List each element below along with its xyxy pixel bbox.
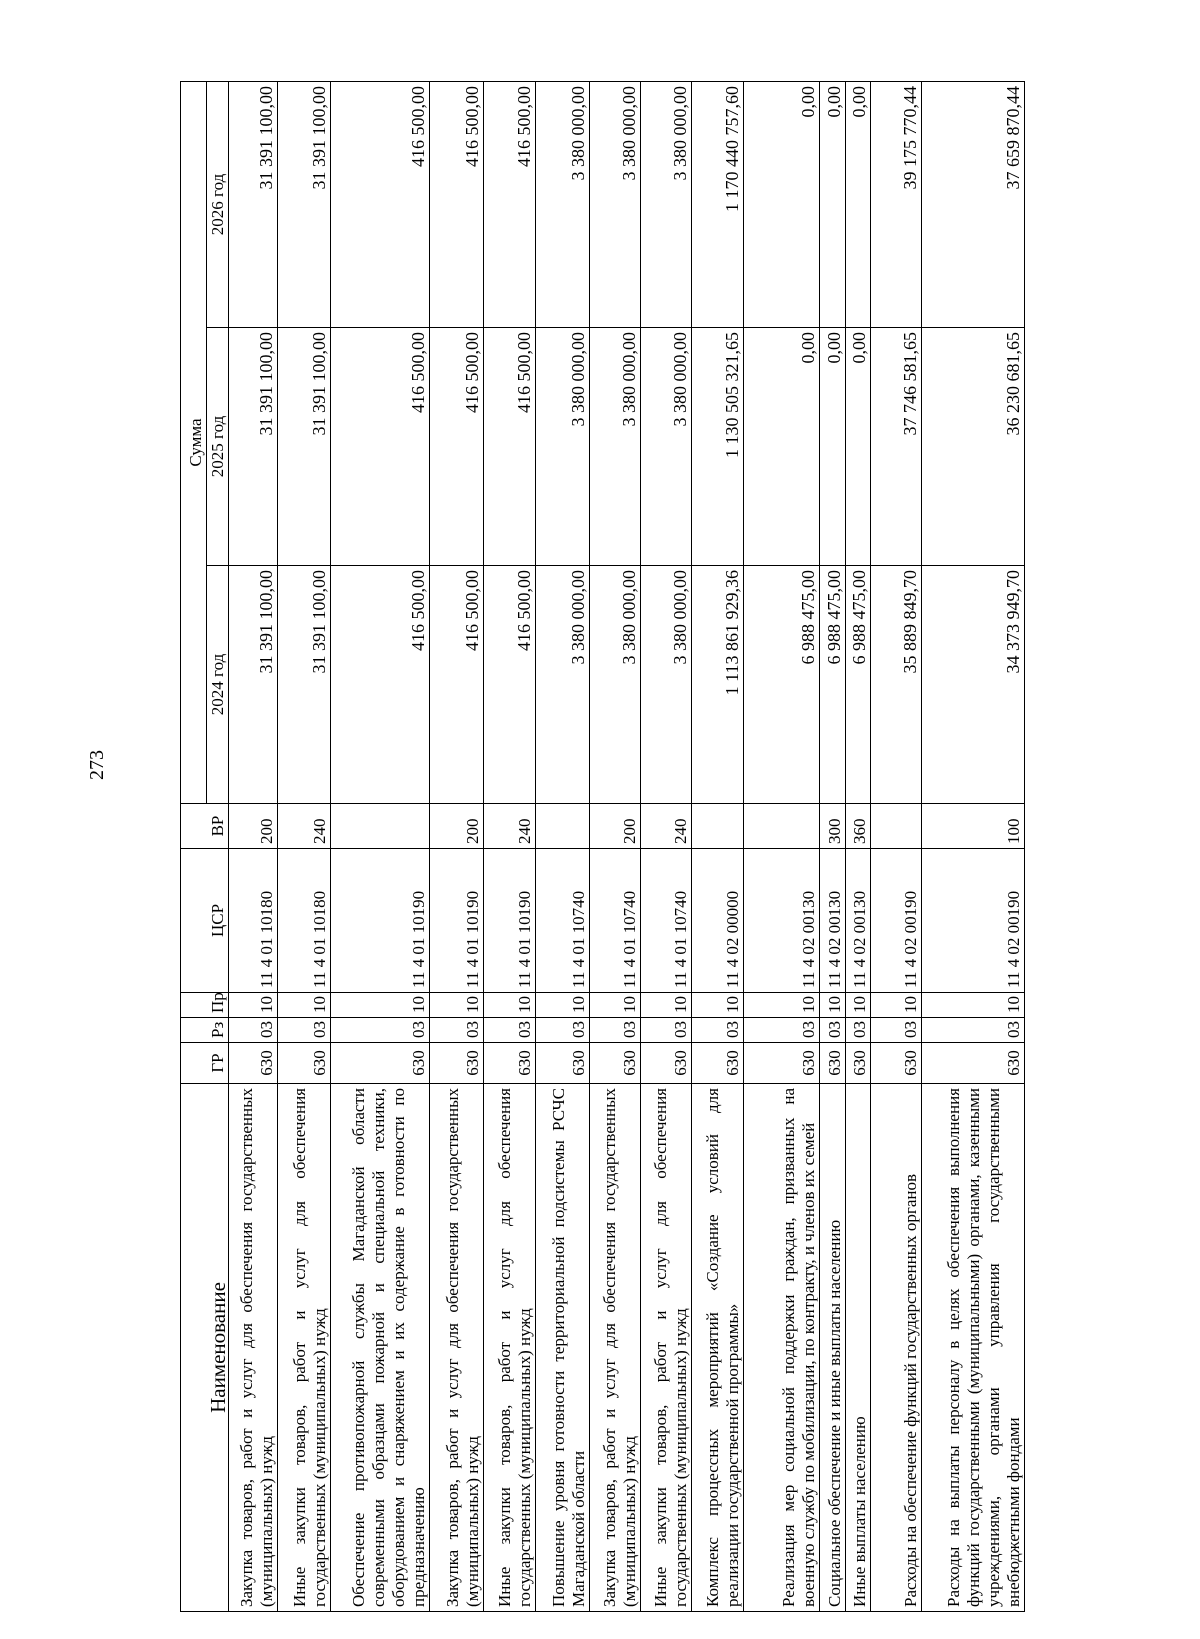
row-2025: 31 391 100,00 <box>229 328 278 566</box>
row-pr: 10 <box>921 993 1024 1018</box>
row-vr: 300 <box>820 804 846 849</box>
row-gr: 630 <box>331 1043 430 1084</box>
row-pr: 10 <box>744 993 820 1018</box>
row-rz: 03 <box>277 1018 331 1043</box>
table-row <box>820 82 846 1612</box>
header-2025: 2025 год <box>207 328 229 566</box>
row-2025: 416 500,00 <box>430 328 484 566</box>
row-rz: 03 <box>921 1018 1024 1043</box>
row-name: Расходы на выплаты персоналу в целях обеспечения выполнения функций государственными (муниципальными) органами, казенными учреждениями, органами управления государственными внебюджетными фондами <box>921 1084 1024 1612</box>
row-2026: 37 659 870,44 <box>921 82 1024 328</box>
row-vr: 240 <box>483 804 535 849</box>
row-csr: 11 4 02 00000 <box>692 849 744 993</box>
row-name: Иные выплаты населению <box>846 1084 871 1612</box>
row-rz: 03 <box>820 1018 846 1043</box>
row-name: Расходы на обеспечение функций государственных органов <box>871 1084 922 1612</box>
row-2024: 6 988 475,00 <box>744 566 820 804</box>
table-row <box>535 82 590 1612</box>
row-pr: 10 <box>820 993 846 1018</box>
row-2026: 416 500,00 <box>483 82 535 328</box>
row-csr: 11 4 02 00130 <box>846 849 871 993</box>
row-rz: 03 <box>692 1018 744 1043</box>
row-csr: 11 4 01 10740 <box>640 849 692 993</box>
row-rz: 03 <box>430 1018 484 1043</box>
row-2024: 31 391 100,00 <box>277 566 331 804</box>
row-name: Реализация мер социальной поддержки граждан, призванных на военную службу по мобилизации, по контракту, и членов их семей <box>744 1084 820 1612</box>
row-pr: 10 <box>483 993 535 1018</box>
row-pr: 10 <box>430 993 484 1018</box>
row-gr: 630 <box>229 1043 278 1084</box>
table-row <box>692 82 744 1612</box>
row-2026: 1 170 440 757,60 <box>692 82 744 328</box>
row-2025: 1 130 505 321,65 <box>692 328 744 566</box>
row-pr: 10 <box>871 993 922 1018</box>
row-csr: 11 4 01 10190 <box>483 849 535 993</box>
header-vr: ВР <box>181 804 229 849</box>
row-name: Закупка товаров, работ и услуг для обеспечения государственных (муниципальных) нужд <box>590 1084 641 1612</box>
row-2024: 34 373 949,70 <box>921 566 1024 804</box>
row-csr: 11 4 02 00130 <box>744 849 820 993</box>
row-2025: 36 230 681,65 <box>921 328 1024 566</box>
row-2025: 416 500,00 <box>331 328 430 566</box>
row-pr: 10 <box>331 993 430 1018</box>
row-csr: 11 4 02 00190 <box>921 849 1024 993</box>
table-row <box>590 82 641 1612</box>
row-pr: 10 <box>229 993 278 1018</box>
row-pr: 10 <box>535 993 590 1018</box>
row-vr: 240 <box>277 804 331 849</box>
row-2024: 3 380 000,00 <box>535 566 590 804</box>
row-2024: 35 889 849,70 <box>871 566 922 804</box>
row-pr: 10 <box>590 993 641 1018</box>
row-gr: 630 <box>640 1043 692 1084</box>
row-pr: 10 <box>277 993 331 1018</box>
row-name: Закупка товаров, работ и услуг для обеспечения государственных (муниципальных) нужд <box>229 1084 278 1612</box>
row-gr: 630 <box>430 1043 484 1084</box>
row-gr: 630 <box>846 1043 871 1084</box>
table-row <box>483 82 535 1612</box>
row-vr: 360 <box>846 804 871 849</box>
row-csr: 11 4 01 10190 <box>430 849 484 993</box>
header-2024: 2024 год <box>207 566 229 804</box>
row-2026: 31 391 100,00 <box>229 82 278 328</box>
row-name: Иные закупки товаров, работ и услуг для обеспечения государственных (муниципальных) нужд <box>277 1084 331 1612</box>
row-gr: 630 <box>820 1043 846 1084</box>
row-name: Повышение уровня готовности территориальной подсистемы РСЧС Магаданской области <box>535 1084 590 1612</box>
row-2025: 31 391 100,00 <box>277 328 331 566</box>
row-rz: 03 <box>846 1018 871 1043</box>
row-2025: 0,00 <box>744 328 820 566</box>
row-name: Иные закупки товаров, работ и услуг для обеспечения государственных (муниципальных) нужд <box>483 1084 535 1612</box>
row-csr: 11 4 01 10180 <box>229 849 278 993</box>
row-vr <box>535 804 590 849</box>
row-2025: 3 380 000,00 <box>590 328 641 566</box>
table-row <box>430 82 484 1612</box>
page-number: 273 <box>86 750 108 780</box>
row-csr: 11 4 02 00190 <box>871 849 922 993</box>
row-gr: 630 <box>692 1043 744 1084</box>
table-row <box>229 82 278 1612</box>
row-pr: 10 <box>692 993 744 1018</box>
row-rz: 03 <box>590 1018 641 1043</box>
row-2026: 416 500,00 <box>430 82 484 328</box>
row-rz: 03 <box>331 1018 430 1043</box>
header-gr: ГР <box>181 1043 229 1084</box>
row-2025: 416 500,00 <box>483 328 535 566</box>
row-2024: 3 380 000,00 <box>590 566 641 804</box>
row-csr: 11 4 01 10180 <box>277 849 331 993</box>
row-2024: 416 500,00 <box>483 566 535 804</box>
row-rz: 03 <box>483 1018 535 1043</box>
header-pr: Пр <box>181 993 229 1018</box>
row-2026: 3 380 000,00 <box>590 82 641 328</box>
row-2024: 416 500,00 <box>430 566 484 804</box>
row-vr: 240 <box>640 804 692 849</box>
row-vr <box>331 804 430 849</box>
row-2026: 31 391 100,00 <box>277 82 331 328</box>
row-2024: 6 988 475,00 <box>846 566 871 804</box>
table-row <box>871 82 922 1612</box>
row-vr <box>744 804 820 849</box>
row-gr: 630 <box>744 1043 820 1084</box>
row-gr: 630 <box>535 1043 590 1084</box>
row-2026: 0,00 <box>820 82 846 328</box>
row-pr: 10 <box>640 993 692 1018</box>
row-2026: 3 380 000,00 <box>640 82 692 328</box>
row-gr: 630 <box>921 1043 1024 1084</box>
table-row <box>846 82 871 1612</box>
row-pr: 10 <box>846 993 871 1018</box>
row-2025: 0,00 <box>846 328 871 566</box>
row-csr: 11 4 01 10740 <box>535 849 590 993</box>
row-2026: 416 500,00 <box>331 82 430 328</box>
row-gr: 630 <box>277 1043 331 1084</box>
row-gr: 630 <box>590 1043 641 1084</box>
row-2026: 0,00 <box>846 82 871 328</box>
row-2024: 1 113 861 929,36 <box>692 566 744 804</box>
header-2026: 2026 год <box>207 82 229 328</box>
header-csr: ЦСР <box>181 849 229 993</box>
row-2025: 37 746 581,65 <box>871 328 922 566</box>
row-rz: 03 <box>640 1018 692 1043</box>
table-row <box>640 82 692 1612</box>
row-vr <box>871 804 922 849</box>
row-gr: 630 <box>871 1043 922 1084</box>
row-csr: 11 4 01 10740 <box>590 849 641 993</box>
row-gr: 630 <box>483 1043 535 1084</box>
row-rz: 03 <box>871 1018 922 1043</box>
budget-table <box>180 81 1025 1612</box>
row-vr: 200 <box>229 804 278 849</box>
row-2024: 416 500,00 <box>331 566 430 804</box>
row-vr <box>692 804 744 849</box>
row-rz: 03 <box>744 1018 820 1043</box>
row-name: Иные закупки товаров, работ и услуг для обеспечения государственных (муниципальных) нужд <box>640 1084 692 1612</box>
row-csr: 11 4 01 10190 <box>331 849 430 993</box>
row-2026: 0,00 <box>744 82 820 328</box>
header-row-1 <box>181 82 207 1612</box>
row-vr: 200 <box>590 804 641 849</box>
row-2025: 0,00 <box>820 328 846 566</box>
row-rz: 03 <box>535 1018 590 1043</box>
header-sum: Сумма <box>181 82 207 804</box>
row-2026: 3 380 000,00 <box>535 82 590 328</box>
row-vr: 200 <box>430 804 484 849</box>
row-2025: 3 380 000,00 <box>535 328 590 566</box>
row-2024: 6 988 475,00 <box>820 566 846 804</box>
table-row <box>331 82 430 1612</box>
table-row <box>277 82 331 1612</box>
row-vr: 100 <box>921 804 1024 849</box>
row-rz: 03 <box>229 1018 278 1043</box>
row-name: Закупка товаров, работ и услуг для обеспечения государственных (муниципальных) нужд <box>430 1084 484 1612</box>
row-name: Социальное обеспечение и иные выплаты населению <box>820 1084 846 1612</box>
row-2024: 3 380 000,00 <box>640 566 692 804</box>
table-row <box>744 82 820 1612</box>
header-rz: Рз <box>181 1018 229 1043</box>
table-row <box>921 82 1024 1612</box>
rotated-table-container <box>180 82 1025 1612</box>
row-csr: 11 4 02 00130 <box>820 849 846 993</box>
row-name: Комплекс процессных мероприятий «Создание условий для реализации государственной программы» <box>692 1084 744 1612</box>
row-2025: 3 380 000,00 <box>640 328 692 566</box>
header-name: Наименование <box>181 1084 229 1612</box>
row-2026: 39 175 770,44 <box>871 82 922 328</box>
row-2024: 31 391 100,00 <box>229 566 278 804</box>
row-name: Обеспечение противопожарной службы Магаданской области современными образцами пожарной и специальной техники, оборудованием и снаряжением и их содержание в готовности по предназначению <box>331 1084 430 1612</box>
